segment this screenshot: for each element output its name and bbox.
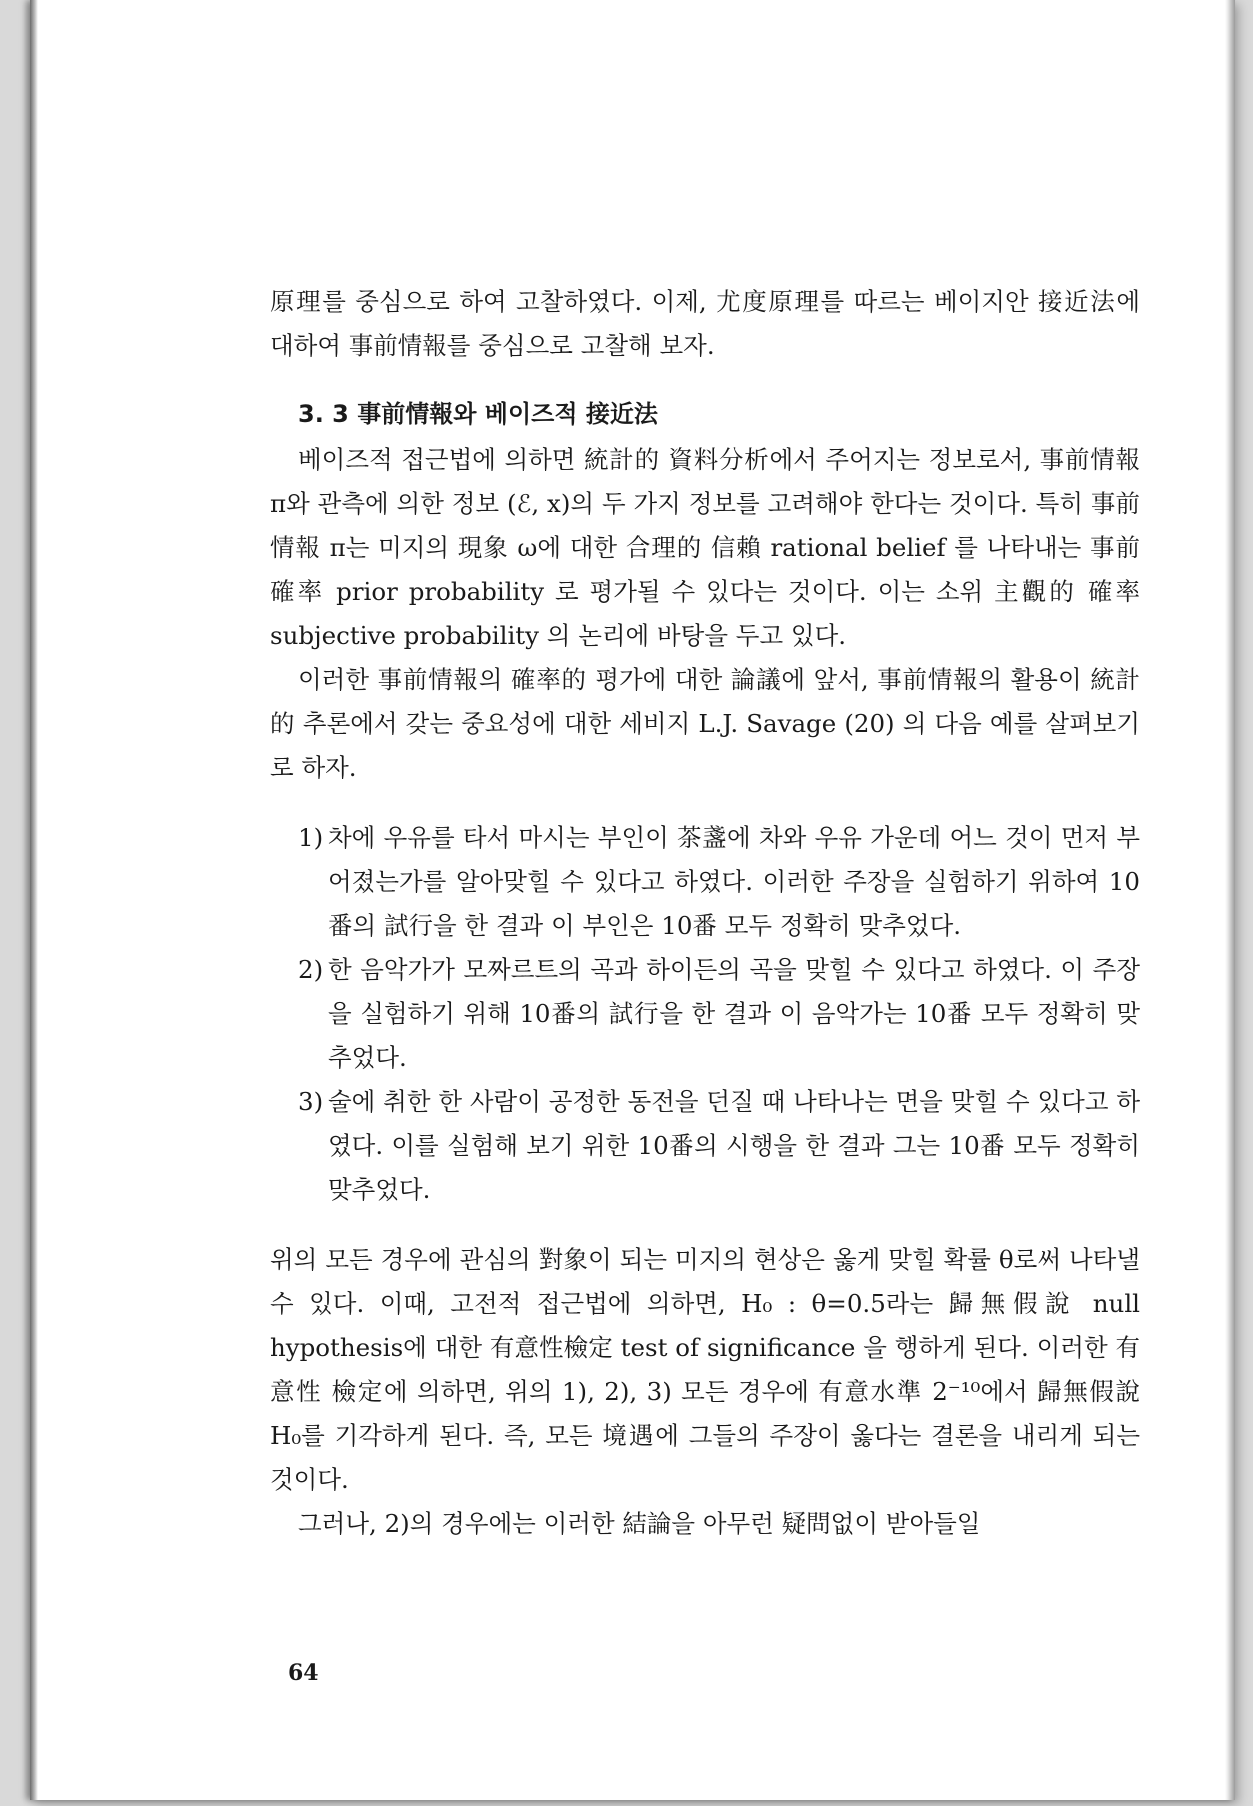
list-item-number: 2) <box>298 955 324 984</box>
page-number: 64 <box>288 1660 319 1686</box>
page-left-edge <box>30 0 38 1800</box>
page-body <box>270 280 1140 1546</box>
paragraph-savage-example: 이러한 事前情報의 確率的 평가에 대한 論議에 앞서, 事前情報의 활용이 統計的 추론에서 갖는 중요성에 대한 세비지 L.J. Savage (20) 의 다음 예를 살펴보기로 하자. <box>270 665 1140 782</box>
list-item-number: 3) <box>298 1087 324 1116</box>
list-item <box>298 816 1140 948</box>
example-list <box>298 816 1140 1212</box>
list-item <box>298 1080 1140 1212</box>
spacer <box>270 790 1140 816</box>
spacer <box>270 1212 1140 1238</box>
list-item <box>298 948 1140 1080</box>
list-item-text: 술에 취한 한 사람이 공정한 동전을 던질 때 나타나는 면을 맞힐 수 있다고 하였다. 이를 실험해 보기 위한 10番의 시행을 한 결과 그는 10番 모두 정확히 맞추었다. <box>328 1087 1140 1204</box>
list-item-number: 1) <box>298 823 324 852</box>
list-item-text: 한 음악가가 모짜르트의 곡과 하이든의 곡을 맞힐 수 있다고 하였다. 이 주장을 실험하기 위해 10番의 試行을 한 결과 이 음악가는 10番 모두 정확히 맞추었다. <box>328 955 1140 1072</box>
list-item-text: 차에 우유를 타서 마시는 부인이 茶盞에 차와 우유 가운데 어느 것이 먼저 부어졌는가를 알아맞힐 수 있다고 하였다. 이러한 주장을 실험하기 위하여 10番의 試行을 한 결과 이 부인은 10番 모두 정확히 맞추었다. <box>328 823 1140 940</box>
paragraph-bayesian-approach: 베이즈적 접근법에 의하면 統計的 資料分析에서 주어지는 정보로서, 事前情報 π와 관측에 의한 정보 (ℰ, x)의 두 가지 정보를 고려해야 한다는 것이다. 특히 事前情報 π는 미지의 現象 ω에 대한 合理的 信賴 rational belief 를 나타내는 事前確率 prior probability 로 평가될 수 있다는 것이다. 이는 소위 主觀的 確率 subjective probability 의 논리에 바탕을 두고 있다. <box>270 445 1140 650</box>
book-page <box>30 0 1235 1800</box>
paragraph-significance-test: 위의 모든 경우에 관심의 對象이 되는 미지의 현상은 옳게 맞힐 확률 θ로써 나타낼 수 있다. 이때, 고전적 접근법에 의하면, H₀ : θ=0.5라는 歸無假說 null hypothesis에 대한 有意性檢定 test of significance 을 행하게 된다. 이러한 有意性 檢定에 의하면, 위의 1), 2), 3) 모든 경우에 有意水準 2⁻¹⁰에서 歸無假說 H₀를 기각하게 된다. 즉, 모든 境遇에 그들의 주장이 옳다는 결론을 내리게 되는 것이다. <box>270 1245 1140 1494</box>
intro-paragraph: 原理를 중심으로 하여 고찰하였다. 이제, 尤度原理를 따르는 베이지안 接近法에 대하여 事前情報를 중심으로 고찰해 보자. <box>270 287 1140 360</box>
page-right-edge <box>1225 0 1235 1800</box>
section-heading: 3. 3 事前情報와 베이즈적 接近法 <box>298 400 658 428</box>
paragraph-conclusion: 그러나, 2)의 경우에는 이러한 結論을 아무런 疑問없이 받아들일 <box>298 1509 981 1538</box>
